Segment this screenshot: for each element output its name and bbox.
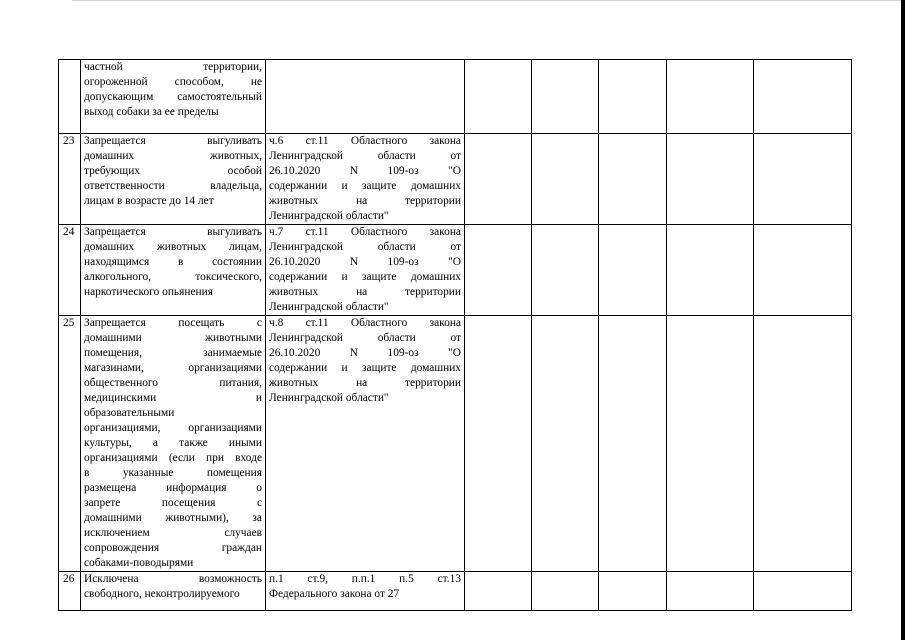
requirement-line: организациями (если при входе — [84, 452, 262, 464]
empty-cell — [532, 316, 599, 572]
requirement-line: сопровождения граждан — [84, 542, 262, 554]
table-row — [59, 225, 852, 316]
empty-cell — [667, 316, 754, 572]
requirement-line: домашними животными — [84, 332, 262, 344]
empty-cell — [599, 134, 667, 225]
empty-cell — [532, 572, 599, 611]
requirement-line: медицинскими и — [84, 392, 262, 404]
requirement-line: запрете посещения с — [84, 497, 262, 509]
requirement-line: в указанные помещения — [84, 467, 262, 479]
empty-cell — [754, 572, 852, 611]
requirement-line: исключением случаев — [84, 527, 262, 539]
table-row — [59, 134, 852, 225]
legal-basis-cell — [266, 225, 465, 316]
legal-basis-line: Ленинградской области" — [269, 301, 389, 313]
empty-cell — [599, 60, 667, 134]
requirement-line: магазинами, организациями — [84, 362, 262, 374]
requirement-line: Запрещается посещать с — [84, 317, 262, 329]
table-row — [59, 316, 852, 572]
row-number: 25 — [59, 316, 81, 572]
empty-cell — [465, 572, 532, 611]
requirement-cell — [81, 225, 266, 316]
row-number: 23 — [59, 134, 81, 225]
requirement-line: огороженной способом, не — [84, 76, 262, 88]
empty-cell — [754, 225, 852, 316]
table-body — [59, 60, 852, 611]
legal-basis-line: животных на территории — [269, 286, 461, 298]
table-row — [59, 60, 852, 134]
legal-basis-line: 26.10.2020 N 109-оз "О — [269, 347, 461, 359]
legal-basis-line: Ленинградской области от — [269, 150, 461, 162]
legal-basis-line: п.1 ст.9, п.п.1 п.5 ст.13 — [269, 573, 461, 585]
empty-cell — [667, 134, 754, 225]
empty-cell — [532, 134, 599, 225]
empty-cell — [465, 316, 532, 572]
requirement-cell — [81, 316, 266, 572]
empty-cell — [465, 134, 532, 225]
empty-cell — [465, 60, 532, 134]
requirement-line: образовательными — [84, 407, 175, 419]
legal-basis-line: содержании и защите домашних — [269, 362, 461, 374]
legal-basis-line: ч.8 ст.11 Областного закона — [269, 317, 461, 329]
requirement-line: Запрещается выгуливать — [84, 226, 262, 238]
requirement-line: Запрещается выгуливать — [84, 135, 262, 147]
legal-basis-line: ч.6 ст.11 Областного закона — [269, 135, 461, 147]
empty-cell — [599, 572, 667, 611]
requirement-line: находящимся в состоянии — [84, 256, 262, 268]
requirement-line: Исключена возможность — [84, 573, 262, 585]
legal-basis-cell — [266, 316, 465, 572]
requirement-line: наркотического опьянения — [84, 286, 213, 298]
legal-basis-line: Ленинградской области" — [269, 392, 389, 404]
legal-basis-line: 26.10.2020 N 109-оз "О — [269, 256, 461, 268]
requirement-line: допускающим самостоятельный — [84, 91, 262, 103]
requirement-line: организациями, организациями — [84, 422, 262, 434]
legal-basis-line: животных на территории — [269, 377, 461, 389]
requirement-cell — [81, 134, 266, 225]
scan-right-edge — [901, 0, 905, 640]
legal-basis-line: Ленинградской области от — [269, 241, 461, 253]
empty-cell — [465, 225, 532, 316]
requirement-line: ответственности владельца, — [84, 180, 262, 192]
legal-basis-cell — [266, 60, 465, 134]
legal-basis-cell — [266, 572, 465, 611]
requirement-line: общественного питания, — [84, 377, 262, 389]
requirement-line: свободного, неконтролируемого — [84, 588, 240, 600]
requirement-line: частной территории, — [84, 61, 262, 73]
requirement-line: размещена информация о — [84, 482, 262, 494]
requirement-line: домашних животных лицам, — [84, 241, 262, 253]
table-row — [59, 572, 852, 611]
empty-cell — [532, 60, 599, 134]
requirement-line: домашними животными), за — [84, 512, 262, 524]
legal-basis-line: содержании и защите домашних — [269, 271, 461, 283]
requirement-line: домашних животных, — [84, 150, 262, 162]
empty-cell — [754, 134, 852, 225]
legal-basis-line: 26.10.2020 N 109-оз "О — [269, 165, 461, 177]
empty-cell — [754, 60, 852, 134]
requirement-line: алкогольного, токсического, — [84, 271, 262, 283]
empty-cell — [532, 225, 599, 316]
empty-cell — [599, 225, 667, 316]
requirement-line: требующих особой — [84, 165, 262, 177]
legal-basis-line: содержании и защите домашних — [269, 180, 461, 192]
requirement-line: культуры, а также иными — [84, 437, 262, 449]
legal-basis-line: животных на территории — [269, 195, 461, 207]
legal-basis-line: ч.7 ст.11 Областного закона — [269, 226, 461, 238]
requirement-line: лицам в возрасте до 14 лет — [84, 195, 214, 207]
empty-cell — [667, 225, 754, 316]
row-number — [59, 60, 81, 134]
empty-cell — [667, 572, 754, 611]
legal-basis-line: Ленинградской области" — [269, 210, 389, 222]
legal-basis-cell — [266, 134, 465, 225]
empty-cell — [667, 60, 754, 134]
empty-cell — [754, 316, 852, 572]
requirements-table — [58, 59, 852, 611]
requirement-line: собаками-поводырями — [84, 557, 194, 569]
legal-basis-line: Ленинградской области от — [269, 332, 461, 344]
empty-cell — [599, 316, 667, 572]
row-number: 24 — [59, 225, 81, 316]
requirement-cell — [81, 572, 266, 611]
requirement-line: выход собаки за ее пределы — [84, 106, 219, 118]
page-top-edge — [72, 0, 905, 1]
row-number: 26 — [59, 572, 81, 611]
requirement-line: помещения, занимаемые — [84, 347, 262, 359]
requirement-cell — [81, 60, 266, 134]
legal-basis-line: Федерального закона от 27 — [269, 588, 400, 600]
